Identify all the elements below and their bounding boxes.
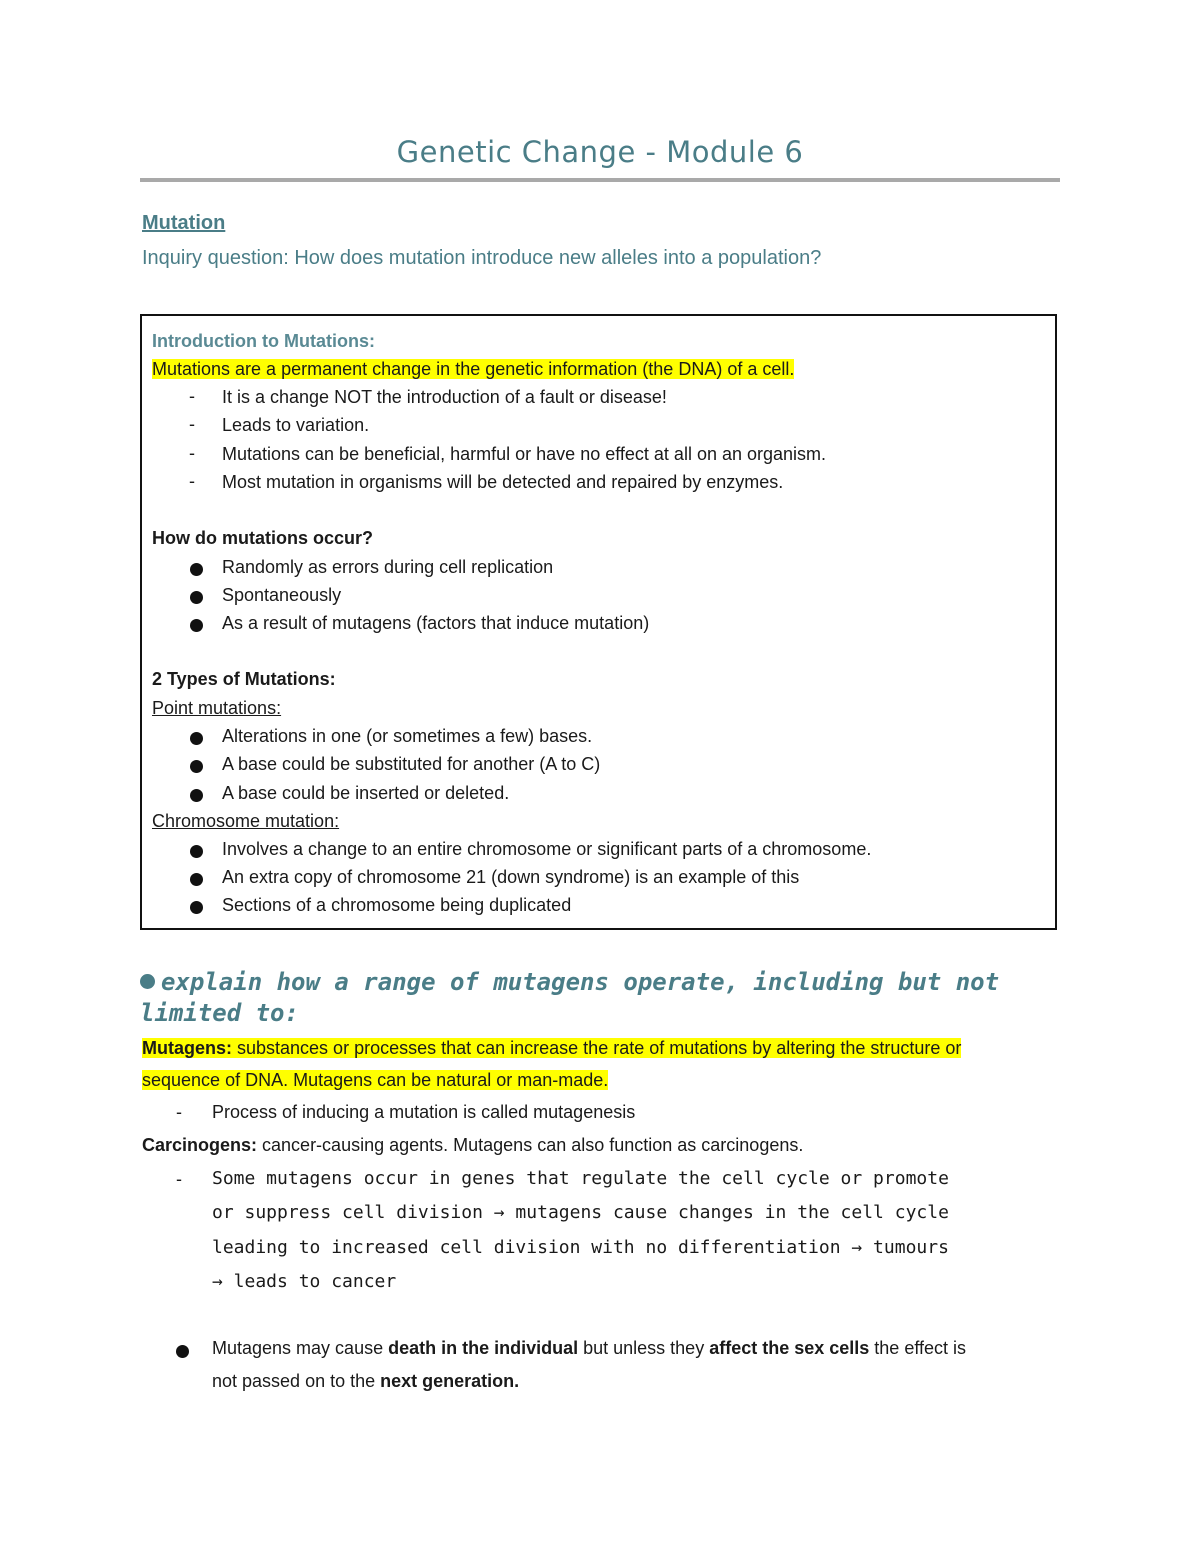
point-mutations-label: Point mutations: (152, 698, 282, 718)
mutagens-definition-text1: substances or processes that can increase the rate of mutations by altering the structure or (232, 1038, 962, 1058)
bullet-icon (190, 760, 203, 773)
mutagens-heading-line2: limited to: (140, 999, 299, 1027)
dash-marker: - (189, 386, 195, 406)
dash-marker: - (176, 1169, 182, 1189)
inquiry-question: Inquiry question: How does mutation introduce new alleles into a population? (142, 247, 822, 269)
chromosome-mutation-item: An extra copy of chromosome 21 (down syndrome) is an example of this (222, 867, 800, 887)
chromosome-mutation-label: Chromosome mutation: (152, 811, 340, 831)
point-mutation-item: A base could be substituted for another (A to C) (222, 754, 601, 774)
dash-marker: - (189, 443, 195, 463)
final-text-f: not passed on to the (212, 1371, 381, 1391)
final-note-line2 (212, 1370, 519, 1392)
bullet-icon (190, 845, 203, 858)
mutagens-definition-text2: sequence of DNA. Mutagens can be natural or man-made. (142, 1070, 609, 1090)
heading-bullet-icon (140, 974, 155, 989)
dash-marker: - (189, 471, 195, 491)
mutagens-heading (140, 967, 1020, 1029)
carcinogens-term: Carcinogens: (142, 1135, 258, 1155)
final-text-e: the effect is (869, 1338, 967, 1358)
intro-point: Mutations can be beneficial, harmful or have no effect at all on an organism. (222, 444, 827, 464)
bullet-icon (190, 873, 203, 886)
occur-point: Spontaneously (222, 585, 342, 605)
bullet-icon (190, 619, 203, 632)
point-mutation-item: Alterations in one (or sometimes a few) bases. (222, 726, 593, 746)
mutagens-heading-line1: explain how a range of mutagens operate, including but not (161, 968, 1000, 996)
dash-marker: - (189, 414, 195, 434)
mutagens-term: Mutagens: (142, 1038, 232, 1058)
intro-point: It is a change NOT the introduction of a fault or disease! (222, 387, 667, 407)
mono-line: Some mutagens occur in genes that regulate the cell cycle or promote (212, 1168, 949, 1189)
intro-heading: Introduction to Mutations: (152, 331, 375, 351)
intro-point: Most mutation in organisms will be detected and repaired by enzymes. (222, 472, 784, 492)
bullet-icon (176, 1345, 189, 1358)
bullet-icon (190, 901, 203, 914)
bullet-icon (190, 563, 203, 576)
intro-definition: Mutations are a permanent change in the genetic information (the DNA) of a cell. (152, 359, 795, 379)
chromosome-mutation-item: Involves a change to an entire chromosome or significant parts of a chromosome. (222, 839, 872, 859)
final-text-d: affect the sex cells (709, 1338, 870, 1358)
title-divider (140, 178, 1060, 182)
bullet-icon (190, 591, 203, 604)
occur-point: As a result of mutagens (factors that induce mutation) (222, 613, 650, 633)
final-text-c: but unless they (578, 1338, 710, 1358)
bullet-icon (190, 732, 203, 745)
occur-point: Randomly as errors during cell replication (222, 557, 554, 577)
intro-definition-line (152, 358, 794, 380)
mutations-summary-box (140, 314, 1057, 930)
dash-marker: - (176, 1102, 182, 1122)
chromosome-mutation-item: Sections of a chromosome being duplicated (222, 895, 572, 915)
mono-line: or suppress cell division → mutagens cause changes in the cell cycle (212, 1202, 949, 1223)
mono-line: → leads to cancer (212, 1271, 397, 1292)
final-text-a: Mutagens may cause (212, 1338, 389, 1358)
final-note-line1 (212, 1337, 966, 1359)
occur-heading: How do mutations occur? (152, 528, 374, 548)
carcinogens-definition (142, 1134, 803, 1156)
bullet-icon (190, 789, 203, 802)
page-title: Genetic Change - Module 6 (396, 135, 804, 169)
types-heading: 2 Types of Mutations: (152, 669, 336, 689)
carcinogens-text: cancer-causing agents. Mutagens can also function as carcinogens. (257, 1135, 804, 1155)
section-heading: Mutation (142, 212, 226, 234)
final-text-g: next generation. (380, 1371, 520, 1391)
mutagens-definition-line1 (142, 1037, 961, 1059)
mutagenesis-note: Process of inducing a mutation is called mutagenesis (212, 1102, 636, 1122)
point-mutation-item: A base could be inserted or deleted. (222, 783, 510, 803)
final-text-b: death in the individual (388, 1338, 579, 1358)
intro-point: Leads to variation. (222, 415, 370, 435)
mutagens-definition-line2 (142, 1069, 608, 1091)
mono-line: leading to increased cell division with no differentiation → tumours (212, 1237, 949, 1258)
